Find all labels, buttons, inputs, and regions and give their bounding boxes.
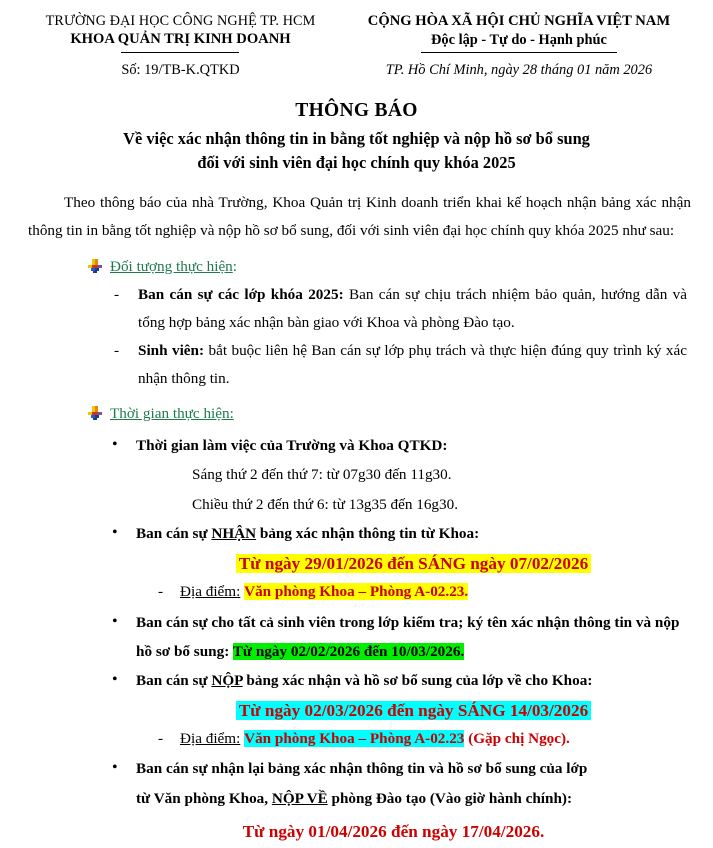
university-name: TRƯỜNG ĐẠI HỌC CÔNG NGHỆ TP. HCM — [45, 13, 316, 29]
section-heading-label — [110, 255, 237, 279]
nop-lead-a: Ban cán sự — [136, 671, 212, 689]
faculty-name: KHOA QUẢN TRỊ KINH DOANH — [70, 31, 291, 48]
nop-date-value: Từ ngày 02/03/2026 đến ngày SÁNG 14/03/2026 — [236, 701, 591, 720]
nop-place-label: Địa điểm: — [180, 729, 241, 747]
thoi-gian-list — [28, 431, 691, 848]
list-item-bold-lead: Sinh viên: — [138, 342, 205, 360]
nop-keyword: NỘP — [211, 671, 243, 689]
page-title: THÔNG BÁO — [295, 100, 418, 122]
list-item-nop — [136, 666, 691, 754]
section-heading-thoi-gian — [28, 402, 691, 426]
header-left-column — [18, 12, 343, 79]
section-heading-doi-tuong — [28, 255, 691, 279]
header-right-divider — [421, 52, 617, 53]
nhan-lead-a: Ban cán sự — [136, 525, 212, 543]
nhan-lai-keyword: NỘP VỀ — [271, 789, 328, 807]
title-subtitle-line2: đối với sinh viên đại học chính quy khóa 2025 — [197, 152, 516, 172]
list-item-nhan-lai — [136, 754, 691, 847]
nhan-keyword: NHẬN — [211, 525, 257, 543]
arrow-bullet-icon — [88, 259, 102, 273]
list-item — [138, 281, 691, 337]
national-motto: Độc lập - Tự do - Hạnh phúc — [431, 31, 607, 48]
section1-heading-colon: : — [232, 257, 238, 275]
working-hours-morning: Sáng thứ 2 đến thứ 7: từ 07g30 đến 11g30. — [192, 465, 452, 483]
place-and-date: TP. Hồ Chí Minh, ngày 28 tháng 01 năm 2026 — [385, 62, 653, 79]
nop-lead-c: bảng xác nhận và hồ sơ bổ sung của lớp về cho Khoa: — [242, 671, 593, 689]
nop-date-line — [136, 698, 691, 724]
document-number: Số: 19/TB-K.QTKD — [121, 61, 240, 78]
nhan-date-value: Từ ngày 29/01/2026 đến SÁNG ngày 07/02/2026 — [236, 554, 591, 573]
doi-tuong-list — [28, 281, 691, 394]
arrow-bullet-icon — [88, 406, 102, 420]
working-hours-afternoon: Chiều thứ 2 đến thứ 6: từ 13g35 đến 16g30. — [192, 495, 458, 513]
nop-place-line — [136, 724, 691, 754]
list-item-text: Ban cán sự chịu trách nhiệm bảo quản, hướng dẫn và tổng hợp bảng xác nhận bàn giao với Khoa và phòng Đào tạo. — [138, 285, 687, 332]
nhan-lai-date: Từ ngày 01/04/2026 đến ngày 17/04/2026. — [242, 821, 545, 841]
section1-heading-text: Đối tượng thực hiện — [110, 257, 233, 275]
nhan-lai-line2-c: phòng Đào tạo (Vào giờ hành chính): — [327, 789, 573, 807]
title-subtitle-line1: Về việc xác nhận thông tin in bằng tốt nghiệp và nộp hồ sơ bổ sung — [123, 128, 590, 148]
header-right-column — [343, 12, 695, 79]
nhan-place-line — [136, 577, 691, 607]
list-item — [138, 337, 691, 393]
intro-paragraph: Theo thông báo của nhà Trường, Khoa Quản trị Kinh doanh triển khai kế hoạch nhận bảng xác nhận thông tin in bằng tốt nghiệp và nộp hồ sơ bổ sung, đối với sinh viên đại học chính quy khóa 2025 như sau: — [28, 194, 691, 240]
nhan-place-value: Văn phòng Khoa – Phòng A-02.23. — [244, 583, 469, 601]
list-item-kiem-tra — [136, 608, 691, 666]
list-item-nhan — [136, 519, 691, 607]
nhan-place-label: Địa điểm: — [180, 583, 241, 601]
nhan-lai-line1: Ban cán sự nhận lại bảng xác nhận thông tin và hồ sơ bổ sung của lớp — [136, 760, 588, 778]
nhan-lai-line2-a: từ Văn phòng Khoa, — [136, 789, 272, 807]
header-left-divider — [121, 52, 239, 53]
title-block — [0, 99, 713, 174]
document-body — [0, 189, 713, 847]
kiem-tra-date: Từ ngày 02/02/2026 đến 10/03/2026. — [232, 642, 465, 660]
nop-place-note: (Gặp chị Ngọc). — [464, 729, 570, 747]
working-hours-title: Thời gian làm việc của Trường và Khoa QTKD: — [136, 436, 448, 454]
nhan-lead-c: bảng xác nhận thông tin từ Khoa: — [256, 525, 480, 543]
list-item-bold-lead: Ban cán sự các lớp khóa 2025: — [138, 285, 344, 303]
nhan-date-line — [136, 551, 691, 577]
title-subtitle — [0, 127, 713, 175]
national-title: CỘNG HÒA XÃ HỘI CHỦ NGHĨA VIỆT NAM — [367, 13, 671, 29]
nop-place-value: Văn phòng Khoa – Phòng A-02.23 — [244, 729, 465, 747]
kiem-tra-text: Ban cán sự cho tất cả sinh viên trong lớp kiểm tra; ký tên xác nhận thông tin và nộp hồ sơ bổ sung: — [136, 613, 680, 660]
section2-heading-text: Thời gian thực hiện: — [110, 405, 234, 423]
list-item-text: bắt buộc liên hệ Ban cán sự lớp phụ trách và thực hiện đúng quy trình ký xác nhận thông tin. — [138, 342, 688, 388]
document-header — [0, 0, 713, 79]
list-item-working-hours — [136, 431, 691, 519]
